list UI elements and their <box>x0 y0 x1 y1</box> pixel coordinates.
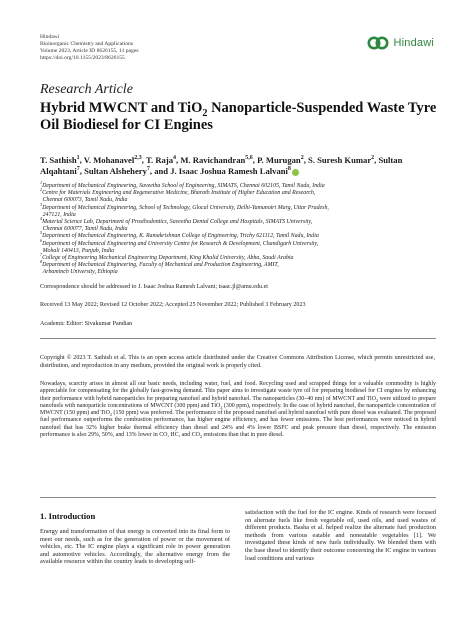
author-name: T. Sathish <box>40 155 77 165</box>
license-text: Copyright © 2023 T. Sathish et al. This is an open access article distributed under the Creative Commons Attribution License, which permits unrestricted use, distribution, and reproduction in any medium, provided the original work is properly cited. <box>40 355 435 369</box>
affiliation-line: Mohali 140413, Punjab, India <box>42 247 115 254</box>
affiliation-list <box>40 180 450 277</box>
author-affiliation-mark: 5,6 <box>245 155 253 162</box>
author-name: S. Suresh Kumar <box>308 155 372 165</box>
author-name: V. Mohanavel <box>83 155 135 165</box>
volume-info: Volume 2023, Article ID 8626155, 11 pages <box>40 48 139 54</box>
author-affiliation-mark: 1 <box>76 155 80 162</box>
author-name: Sultan Alshehery <box>84 166 147 176</box>
author-affiliation-mark: 8 <box>287 166 291 173</box>
author-affiliation-mark: 2,3 <box>134 155 142 162</box>
hindawi-logo-icon <box>367 36 389 50</box>
author-name: P. Murugan <box>257 155 301 165</box>
author-name: and J. Isaac Joshua Ramesh Lalvani <box>154 166 288 176</box>
author-name: T. Raja <box>145 155 174 165</box>
journal-name: Hindawi <box>40 34 60 40</box>
author-affiliation-mark: 2 <box>371 155 375 162</box>
affiliation-line: $^4$Material Science Lab, Department of Prosthodontics, Saveetha Dental College and Hospitals, SIMATS University, <box>40 216 313 226</box>
affiliation-line: $^1$Department of Mechanical Engineering, Saveetha School of Engineering, SIMATS, Chennai 602105, Tamil Nadu, India <box>40 180 325 189</box>
affiliation-line: Chennai 600073, Tamil Nadu, India <box>42 197 128 204</box>
correspondence: Correspondence should be addressed to J. Isaac Joshua Ramesh Lalvani; isaac.jl@amu.edu.et <box>40 284 268 290</box>
affiliation-line: $^7$College of Engineering Mechanical Engineering Department, King Khalid University, Abha, Saudi Arabia <box>40 252 294 262</box>
article-type: Research Article <box>40 82 133 97</box>
author-name: M. Ravichandran <box>180 155 246 165</box>
author-name: Sultan Alqahtani <box>40 155 403 176</box>
body-column-right: satisfaction with the fuel for the IC engine. Kinds of research were focused on alternate fuels like fresh vegetable oil, used oils, and used wastes of different products. Basha et al. helped realize the alternate fuel production methods from various eatable and noneatable vegetables [1]. We investigated these kinds of new fuels individually. We blended them with the base diesel to identify their outcome concerning the IC engine in various load conditions and various <box>245 509 436 562</box>
academic-editor: Academic Editor: Sivakumar Pandian <box>40 321 133 327</box>
author-list: T. Sathish$^1$, V. Mohanavel$^{2,3}$, T. Raja$^4$, M. Ravichandran$^{5,6}$, P. Murugan$^2$, S. Suresh Kumar$^2$, Sultan Alqahtani$^7$, Sultan Alshehery$^7$, and J. Isaac Joshua Ramesh Lalvani$^8$ <box>40 155 403 176</box>
body-column-left: Energy and transformation of that energy is converted into its final form to meet our needs, such as for the generation of power or the movement of vehicles, etc. The IC engine plays a significant role in power generation and automotive vehicles. Accordingly, the alternative energy from the available resource within the country leads to developing self- <box>40 528 230 566</box>
article-title: Hybrid MWCNT and TiO$_2$ Nanoparticle-Suspended Waste Tyre Oil Biodiesel for CI Engines <box>40 100 437 133</box>
divider <box>40 338 436 339</box>
author-affiliation-mark: 7 <box>76 166 80 173</box>
divider <box>40 497 436 498</box>
journal-meta <box>40 34 139 62</box>
publisher-logo <box>367 36 434 50</box>
affiliation-line: $^8$Department of Mechanical Engineering, Faculty of Mechanical and Production Engineering, AMIT, <box>40 259 279 269</box>
affiliation-line: $^5$Department of Mechanical Engineering, K. Ramakrishnan College of Engineering, Trichy 621112, Tamil Nadu, India <box>40 230 319 240</box>
affiliation-line: Chennai 600077, Tamil Nadu, India <box>42 226 128 233</box>
author-affiliation-mark: 2 <box>300 155 304 162</box>
affiliation-line: $^3$Department of Mechanical Engineering, School of Technology, Glocal University, Delhi-Yamunotri Marg, Uttar Pradesh, <box>40 201 329 211</box>
publication-dates: Received 13 May 2022; Revised 12 October 2022; Accepted 25 November 2022; Published 3 February 2023 <box>40 302 306 308</box>
publisher-name: Hindawi <box>393 37 434 49</box>
affiliation-line: $^2$Centre for Materials Engineering and Regenerative Medicine, Bharath Institute of Higher Education and Research, <box>40 187 316 197</box>
affiliation-line: 247121, India <box>42 211 76 218</box>
section-heading: 1. Introduction <box>40 511 96 521</box>
affiliation-line: Arbaminch University, Ethiopia <box>42 269 118 276</box>
author-affiliation-mark: 4 <box>173 155 177 162</box>
orcid-icon[interactable] <box>292 169 299 176</box>
affiliation-line: $^6$Department of Mechanical Engineering and University Centre for Research & Development, Chandigarh University, <box>40 237 319 247</box>
journal-full-name: Bioinorganic Chemistry and Applications <box>40 41 133 47</box>
abstract: Nowadays, scarcity arises in almost all our basic needs, including water, fuel, and food. Recycling used and scrapped things for a valuable commodity is highly appreciable for compensating for the globally fast-growing demand. This paper aims to investigate waste tyre oil for preparing biodiesel for CI engines by enhancing their performance with hybrid nanoparticles for preparing nanofuel and hybrid nanofuel. The nanoparticles (30–40 nm) of MWCNT and TiO$_2$ were utilized to prepare nanofuels with nanoparticle concentrations of MWCNT (300 ppm) and TiO$_2$ (300 ppm), respectively. In the case of hybrid nanofuel, the nanoparticle concentration of MWCNT (150 ppm) and TiO$_2$ (150 ppm) was preferred. The performance of the proposed nanofuel and hybrid nanofuel with pure diesel was evaluated. The proposed fuel performance outperforms the combustion performance, has higher engine efficiency, and has fewer emissions. The best performances were noticed in hybrid nanofuel that has 32% higher brake thermal efficiency than diesel and 24% and 4% lower BSFC and peak pressure than diesel, respectively. The emission performance is also 29%, 50%, and 13% lower in CO, HC, and $CO_2$ emissions than that in pure diesel. <box>40 381 437 440</box>
author-affiliation-mark: 7 <box>146 166 150 173</box>
doi-link[interactable]: https://doi.org/10.1155/2023/8626155 <box>40 55 125 61</box>
